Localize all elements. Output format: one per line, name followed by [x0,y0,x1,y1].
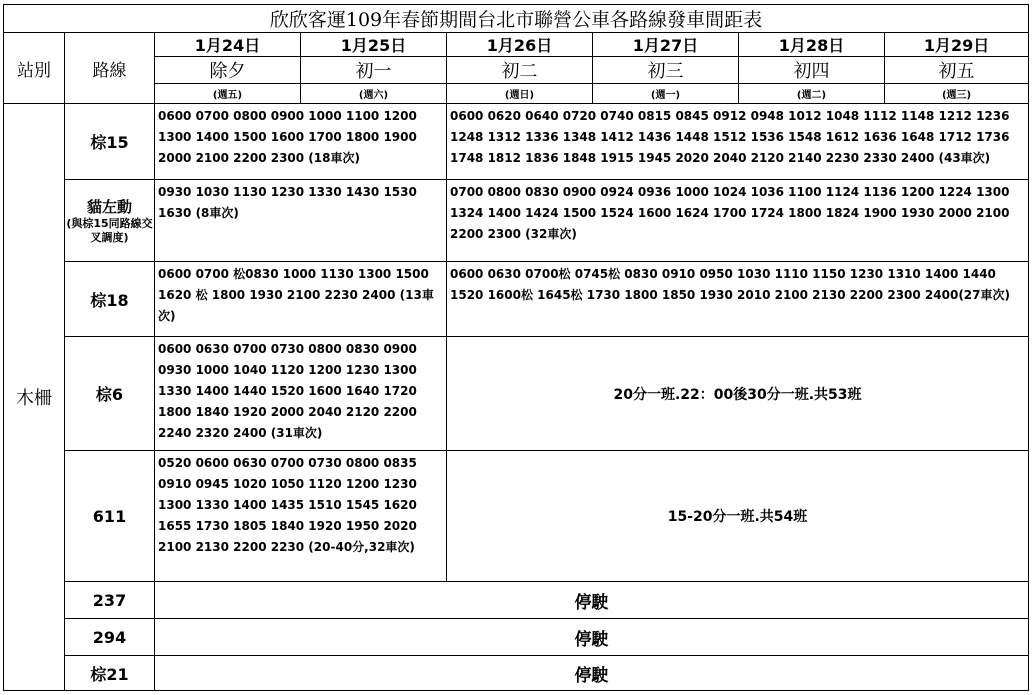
route-name-main: 貓左動 [86,197,132,216]
date-header: 1月26日 [447,33,593,57]
suspended-status: 停駛 [155,582,1029,619]
schedule-late: 0600 0630 0700松 0745松 0830 0910 0950 1030 1110 1150 1230 1310 1400 1440 1520 1600松 1645松 1730 1800 1850 1930 2010 2100 2130 2200 2300 2400(27車次) [447,262,1029,337]
holiday-header: 初三 [593,57,739,84]
holiday-header: 初四 [739,57,885,84]
weekday-header: (週二) [739,84,885,104]
station-header: 站別 [4,33,65,104]
schedule-summary: 15-20分一班.共54班 [447,451,1029,582]
holiday-header: 除夕 [155,57,301,84]
holiday-header: 初一 [301,57,447,84]
route-name: 棕15 [65,104,155,180]
weekday-header: (週六) [301,84,447,104]
weekday-header: (週五) [155,84,301,104]
schedule-early: 0930 1030 1130 1230 1330 1430 1530 1630 (8車次) [155,180,447,262]
page-title: 欣欣客運109年春節期間台北市聯營公車各路線發車間距表 [4,5,1029,33]
date-header: 1月28日 [739,33,885,57]
date-header: 1月27日 [593,33,739,57]
station-name: 木柵 [4,104,65,691]
route-header: 路線 [65,33,155,104]
date-header: 1月24日 [155,33,301,57]
route-name: 294 [65,619,155,656]
route-name: 237 [65,582,155,619]
schedule-early: 0600 0700 松0830 1000 1130 1300 1500 1620 松 1800 1930 2100 2230 2400 (13車次) [155,262,447,337]
route-name: 棕6 [65,337,155,451]
weekday-header: (週一) [593,84,739,104]
suspended-status: 停駛 [155,619,1029,656]
suspended-status: 停駛 [155,656,1029,691]
route-name: 棕21 [65,656,155,691]
route-name [65,180,155,262]
schedule-summary: 20分一班.22：00後30分一班.共53班 [447,337,1029,451]
schedule-table [3,4,1029,691]
schedule-late: 0600 0620 0640 0720 0740 0815 0845 0912 0948 1012 1048 1112 1148 1212 1236 1248 1312 1336 1348 1412 1436 1448 1512 1536 1548 1612 1636 1648 1712 1736 1748 1812 1836 1848 1915 1945 2020 2040 2120 2140 2230 2330 2400 (43車次) [447,104,1029,180]
schedule-early: 0600 0630 0700 0730 0800 0830 0900 0930 1000 1040 1120 1200 1230 1300 1330 1400 1440 1520 1600 1640 1720 1800 1840 1920 2000 2040 2120 2200 2240 2320 2400 (31車次) [155,337,447,451]
route-name-note: (與棕15同路線交叉調度) [66,216,153,244]
schedule-early: 0520 0600 0630 0700 0730 0800 0835 0910 0945 1020 1050 1120 1200 1230 1300 1330 1400 1435 1510 1545 1620 1655 1730 1805 1840 1920 1950 2020 2100 2130 2200 2230 (20-40分,32車次) [155,451,447,582]
route-name: 棕18 [65,262,155,337]
weekday-header: (週三) [885,84,1029,104]
date-header: 1月25日 [301,33,447,57]
route-name: 611 [65,451,155,582]
holiday-header: 初五 [885,57,1029,84]
weekday-header: (週日) [447,84,593,104]
holiday-header: 初二 [447,57,593,84]
schedule-early: 0600 0700 0800 0900 1000 1100 1200 1300 1400 1500 1600 1700 1800 1900 2000 2100 2200 2300 (18車次) [155,104,447,180]
date-header: 1月29日 [885,33,1029,57]
schedule-late: 0700 0800 0830 0900 0924 0936 1000 1024 1036 1100 1124 1136 1200 1224 1300 1324 1400 1424 1500 1524 1600 1624 1700 1724 1800 1824 1900 1930 2000 2100 2200 2300 (32車次) [447,180,1029,262]
